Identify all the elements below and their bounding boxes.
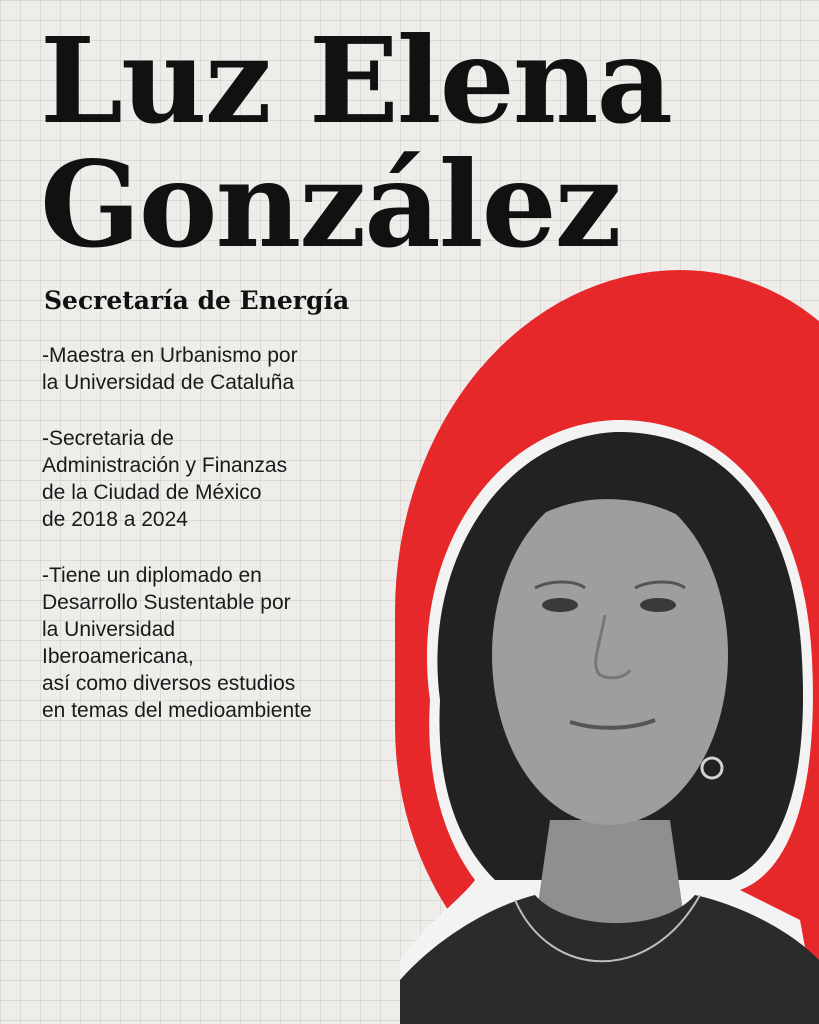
bio-line: de 2018 a 2024 <box>42 508 188 531</box>
bio-item-education <box>42 342 412 396</box>
name-line-2: González <box>40 135 620 274</box>
bio-line: en temas del medioambiente <box>42 699 312 722</box>
role-title: Secretaría de Energía <box>44 286 350 315</box>
bio-line: Iberoamericana, <box>42 645 194 668</box>
face <box>492 485 728 825</box>
left-eye <box>542 598 578 612</box>
bio-line: -Maestra en Urbanismo por <box>42 344 298 367</box>
bio-line: -Secretaria de <box>42 427 174 450</box>
bio-line: Administración y Finanzas <box>42 454 288 477</box>
bio-line: la Universidad de Cataluña <box>42 371 295 394</box>
name-line-1: Luz Elena <box>40 11 671 150</box>
bio-line: -Tiene un diplomado en <box>42 564 262 587</box>
bio-item-diploma <box>42 562 412 724</box>
bio-line: así como diversos estudios <box>42 672 296 695</box>
bio-item-position <box>42 425 412 533</box>
bio-line: la Universidad <box>42 618 176 641</box>
bio-line: de la Ciudad de México <box>42 481 262 504</box>
portrait-photo <box>400 400 819 1024</box>
bio-line: Desarrollo Sustentable por <box>42 591 291 614</box>
bio-text <box>42 342 412 753</box>
right-eye <box>640 598 676 612</box>
